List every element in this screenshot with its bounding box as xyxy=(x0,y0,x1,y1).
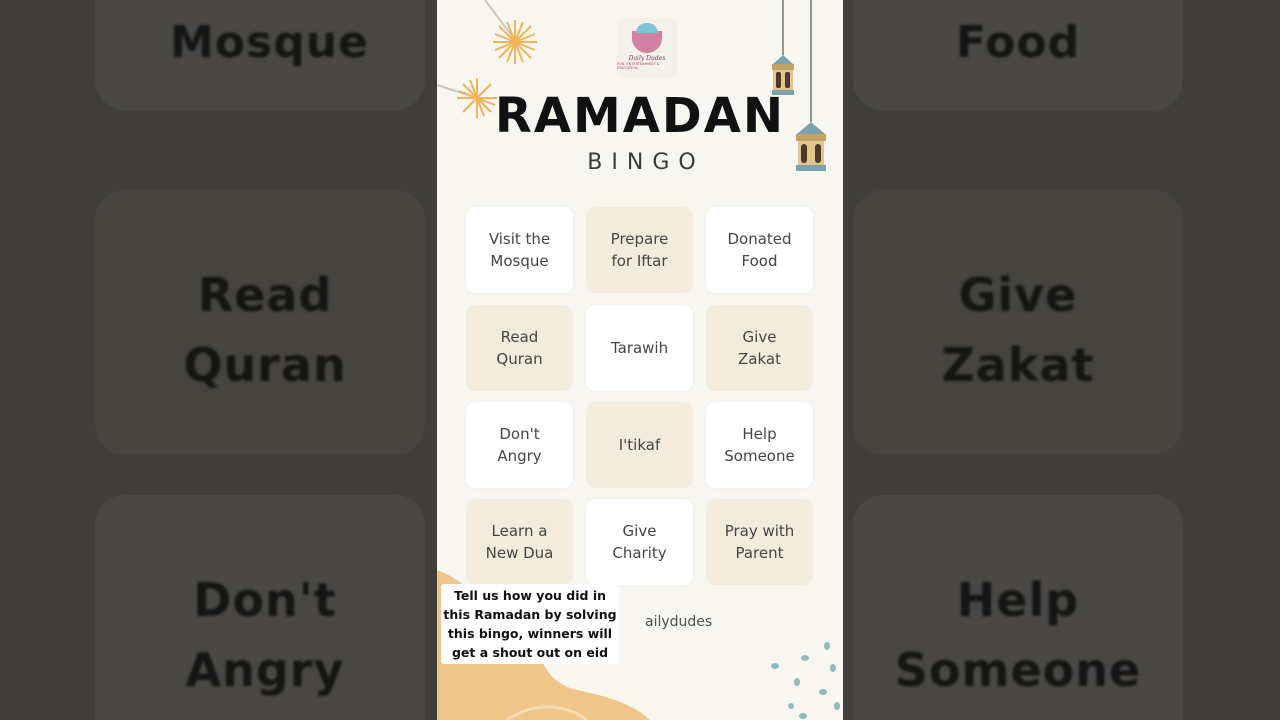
bingo-cell: Don't Angry xyxy=(466,402,573,488)
page-title: RAMADAN xyxy=(494,88,786,144)
bingo-cell: Visit the Mosque xyxy=(466,207,573,293)
decorative-dots xyxy=(767,636,843,720)
social-handle: ailydudes xyxy=(645,614,713,630)
bingo-cell: I'tikaf xyxy=(586,402,693,488)
logo-name: Daily Dudes xyxy=(628,54,666,62)
background-right xyxy=(843,0,1280,720)
story-caption: Tell us how you did in this Ramadan by solving this bingo, winners will get a shout out on eid xyxy=(441,584,619,664)
bg-word: Food xyxy=(955,17,1081,68)
bingo-cell: Prepare for Iftar xyxy=(586,207,693,293)
bingo-cell: Learn a New Dua xyxy=(466,499,573,585)
bg-word: Help Someone xyxy=(894,573,1142,697)
bg-word: Read Quran xyxy=(183,268,347,392)
bg-word: Mosque xyxy=(170,17,369,68)
bingo-cell: Pray with Parent xyxy=(706,499,813,585)
page-subtitle: BINGO xyxy=(587,150,705,175)
background-left xyxy=(0,0,437,720)
bingo-cell: Help Someone xyxy=(706,402,813,488)
daily-dudes-logo xyxy=(617,18,677,78)
bingo-cell: Give Charity xyxy=(586,499,693,585)
bingo-cell: Tarawih xyxy=(586,305,693,391)
bg-word: Give Zakat xyxy=(941,268,1095,392)
bingo-cell: Read Quran xyxy=(466,305,573,391)
logo-bowl-icon xyxy=(632,31,662,53)
bingo-card xyxy=(437,0,843,720)
logo-tagline: FUN, ENTERTAINMENT & EDUCATION xyxy=(617,61,660,70)
bingo-cell: Donated Food xyxy=(706,207,813,293)
bg-word: Don't Angry xyxy=(185,573,345,697)
bingo-cell: Give Zakat xyxy=(706,305,813,391)
bingo-grid xyxy=(466,207,815,587)
